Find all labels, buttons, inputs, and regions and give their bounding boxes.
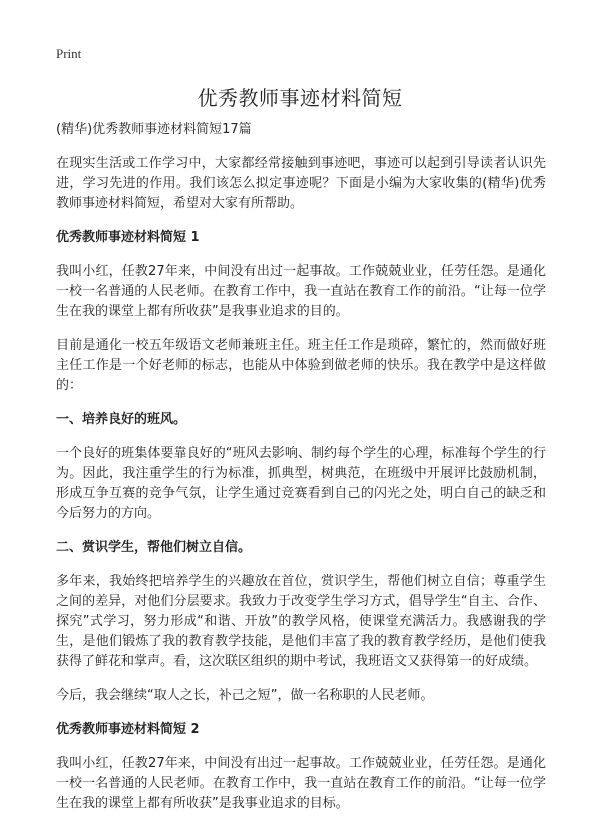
intro-paragraph: 在现实生活或工作学习中，大家都经常接触到事迹吧，事迹可以起到引导读者认识先进，学习先进的作用。我们该怎么拟定事迹呢？下面是小编为大家收集的(精华)优秀教师事迹材料简短，希望对大家有所帮助。 bbox=[56, 156, 546, 211]
closing-paragraph: 今后，我会继续“取人之长，补己之短”，做一名称职的人民老师。 bbox=[56, 688, 434, 703]
subsection-2-heading: 二、赏识学生，帮他们树立自信。 bbox=[56, 540, 252, 555]
section-2-paragraph-1: 我叫小红，任教27年来，中间没有出过一起事故。工作兢兢业业，任劳任怨。是通化一校一名普通的人民老师。在教育工作中，我一直站在教育工作的前沿。“让每一位学生在我的课堂上都有所收获”是我事业追求的目标。 bbox=[56, 756, 546, 811]
section-1-paragraph-2: 目前是通化一校五年级语文老师兼班主任。班主任工作是琐碎，繁忙的，然而做好班主任工作是一个好老师的标志，也能从中体验到做老师的快乐。我在教学中是这样做的： bbox=[56, 338, 546, 393]
section-1-paragraph-1: 我叫小红，任教27年来，中间没有出过一起事故。工作兢兢业业，任劳任怨。是通化一校一名普通的人民老师。在教育工作中，我一直站在教育工作的前沿。“让每一位学生在我的课堂上都有所收获”是我事业追求的目的。 bbox=[56, 264, 546, 319]
document-body bbox=[56, 120, 546, 828]
page-title: 优秀教师事迹材料简短 bbox=[197, 86, 403, 110]
subsection-2-paragraph: 多年来，我始终把培养学生的兴趣放在首位，赏识学生，帮他们树立自信；尊重学生之间的差异，对他们分层要求。我致力于改变学生学习方式，倡导学生“自主、合作、探究”式学习，努力形成“和谐、开放”的教学风格，使课堂充满活力。我感谢我的学生，是他们锻炼了我的教育教学技能，是他们丰富了我的教育教学经历，是他们使我获得了鲜花和掌声。看，这次联区组织的期中考试，我班语文又获得第一的好成绩。 bbox=[56, 574, 546, 669]
section-2-heading: 优秀教师事迹材料简短 2 bbox=[56, 722, 200, 737]
print-link[interactable]: Print bbox=[56, 46, 82, 61]
section-1-heading: 优秀教师事迹材料简短 1 bbox=[56, 230, 200, 245]
subsection-1-paragraph: 一个良好的班集体要靠良好的“班风去影响、制约每个学生的心理，标准每个学生的行为。因此，我注重学生的行为标准，抓典型，树典范，在班级中开展评比鼓励机制，形成互争互赛的竞争气氛，让学生通过竞赛看到自己的闪光之处，明白自己的缺乏和今后努力的方向。 bbox=[56, 446, 546, 521]
document-subtitle: (精华)优秀教师事迹材料简短17篇 bbox=[56, 122, 252, 137]
subsection-1-heading: 一、培养良好的班风。 bbox=[56, 412, 187, 427]
